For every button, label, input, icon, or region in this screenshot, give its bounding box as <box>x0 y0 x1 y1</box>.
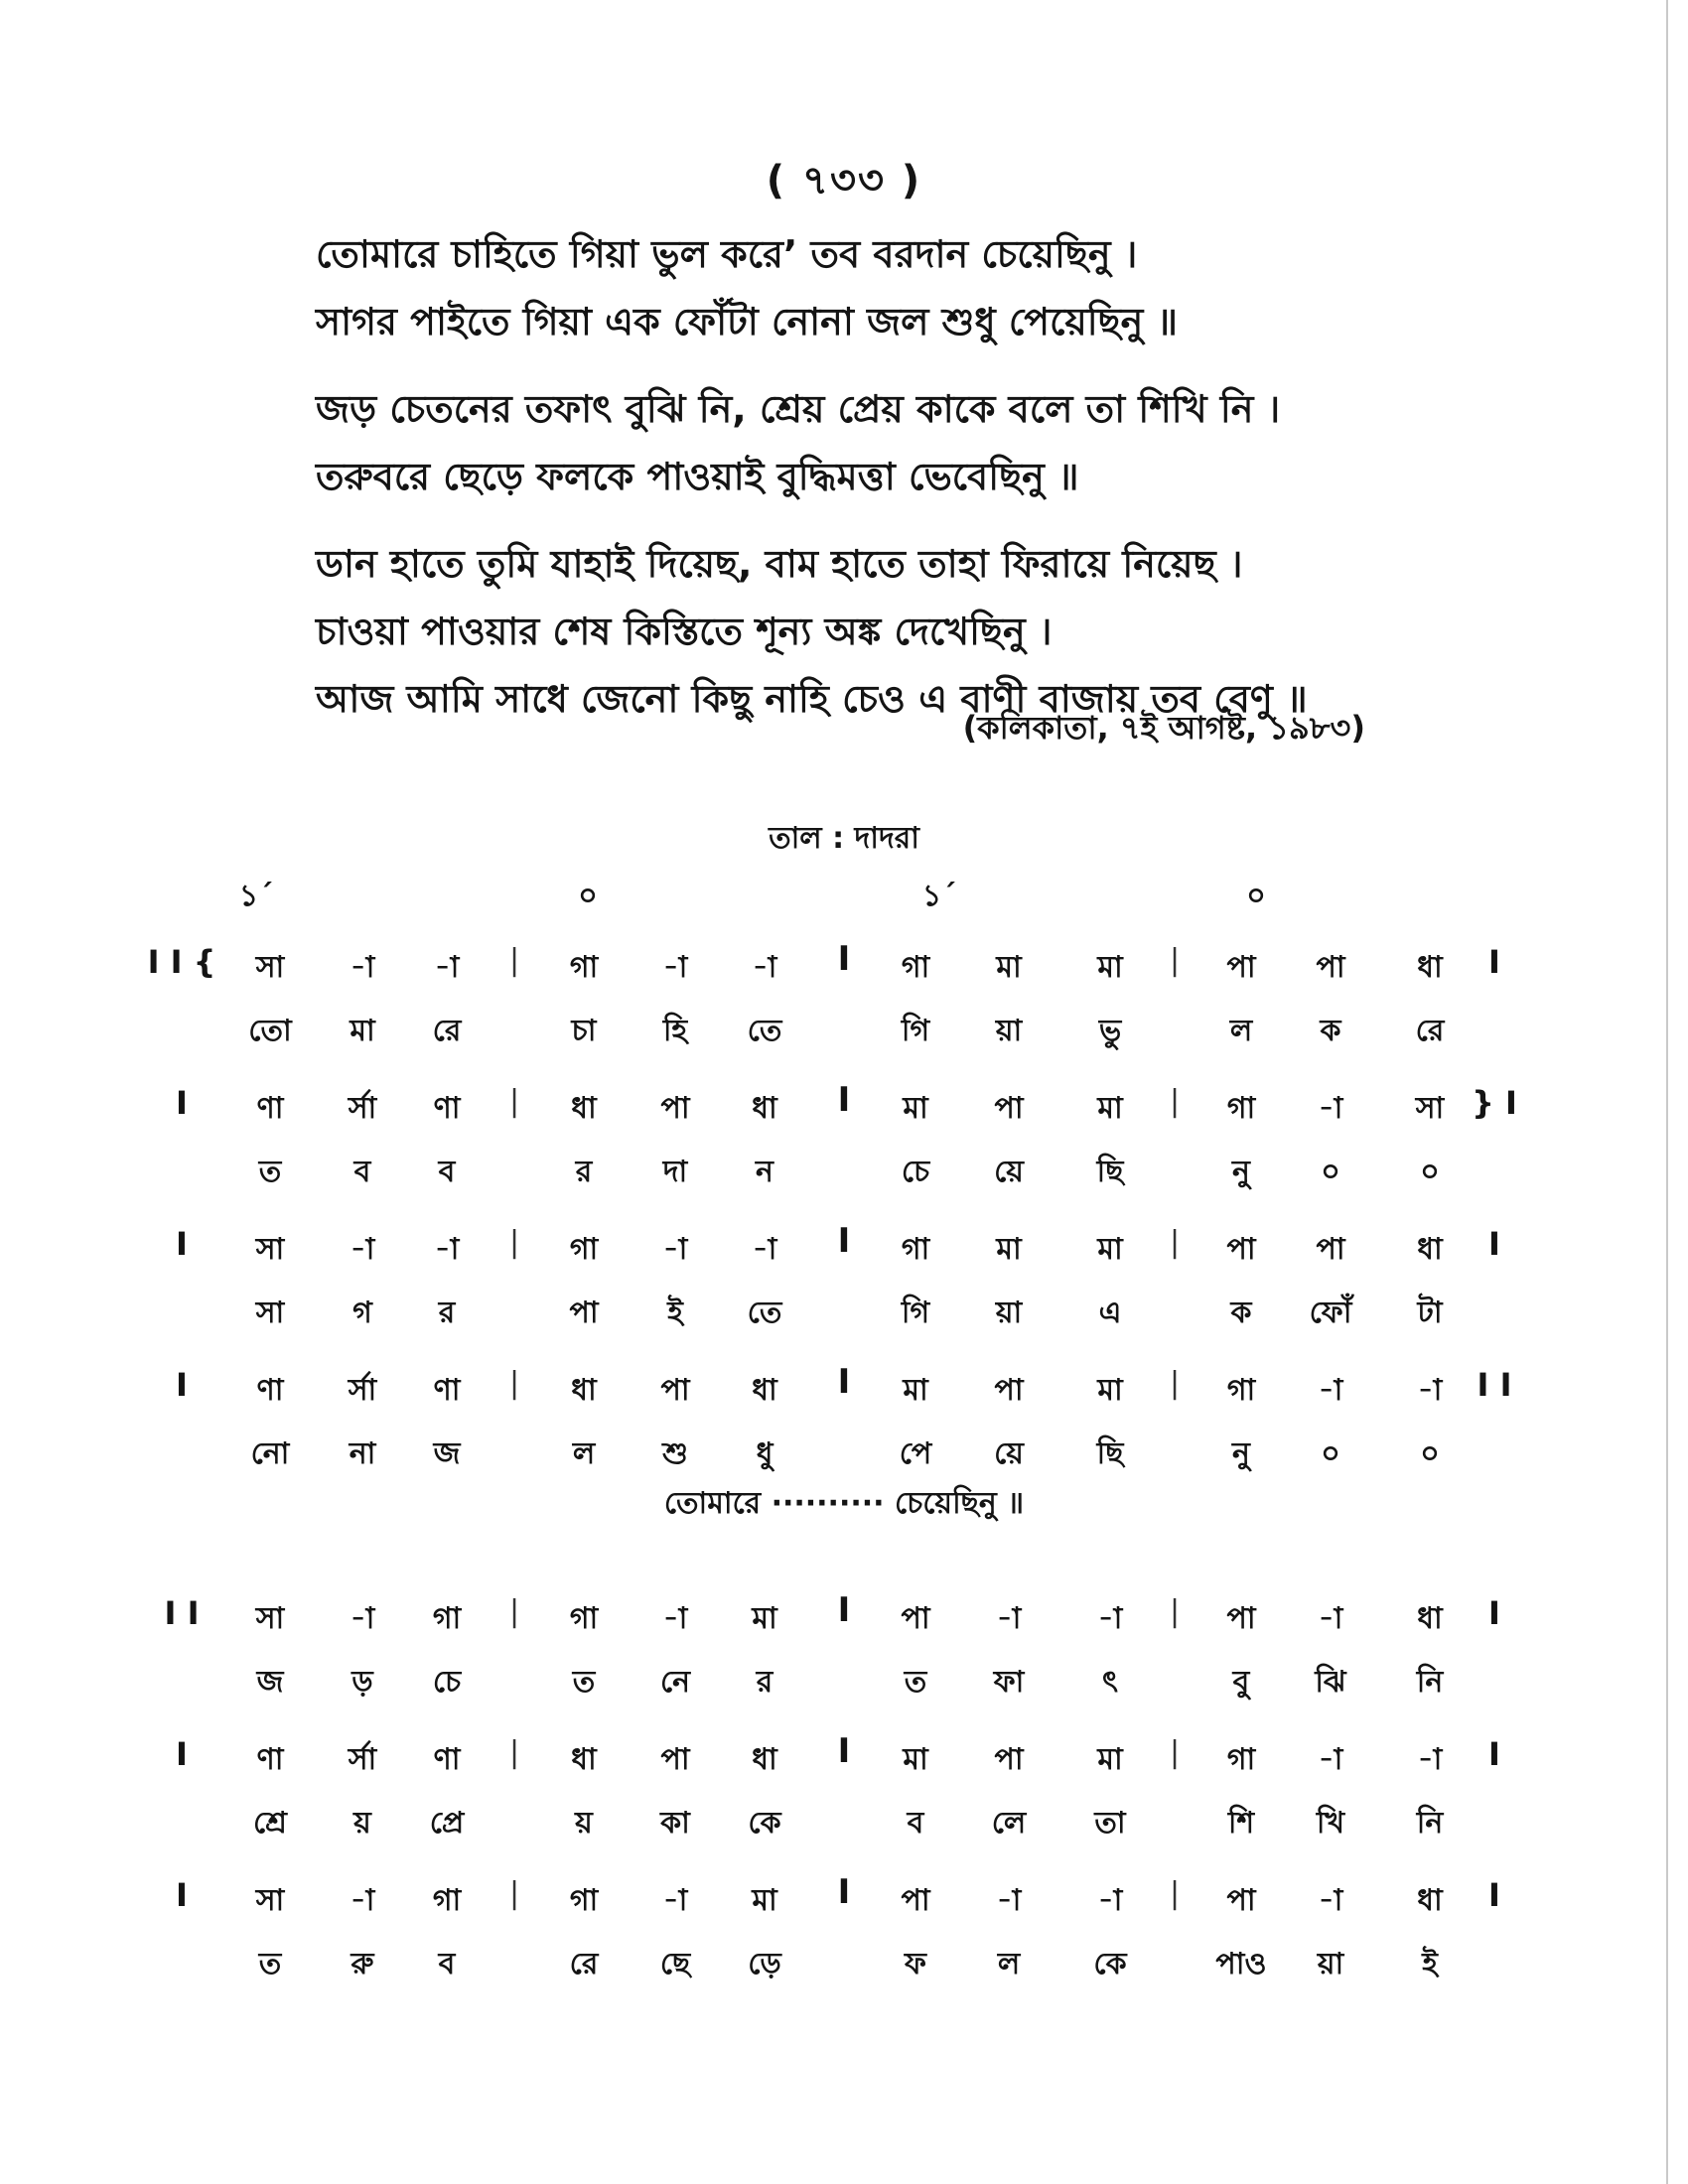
swara-note: -া <box>662 1601 688 1636</box>
lyric-syllable: য়া <box>995 1014 1023 1048</box>
swara-note: পা <box>660 1373 690 1408</box>
lyric-syllable: ০ <box>1420 1436 1440 1471</box>
lyric-syllable: রে <box>432 1014 462 1048</box>
lyric-syllable-row <box>0 1940 1688 1983</box>
notation-block <box>0 1590 1688 1735</box>
swara-note: পা <box>994 1742 1024 1777</box>
bar-marker-right: I <box>1488 1225 1500 1263</box>
swara-note: সা <box>255 1601 285 1636</box>
swara-note: পা <box>1316 950 1345 985</box>
lyric-syllable: ল <box>572 1436 596 1471</box>
lyric-syllable: ছি <box>1096 1155 1124 1189</box>
swara-note: -া <box>1318 1742 1343 1777</box>
swara-note: মা <box>1097 950 1123 985</box>
swara-note: সা <box>255 1232 285 1267</box>
notation-block <box>0 1731 1688 1876</box>
swara-note: র্সা <box>348 1373 377 1408</box>
lyric-syllable: ত <box>258 1155 282 1189</box>
swara-note: ধা <box>571 1373 597 1408</box>
swara-note: -া <box>752 1232 777 1267</box>
lyric-syllable: পে <box>899 1436 932 1471</box>
lyric-syllable: লে <box>991 1806 1027 1841</box>
swara-row <box>0 939 1688 987</box>
lyric-syllable: য় <box>353 1806 371 1841</box>
lyric-syllable: মা <box>350 1014 375 1048</box>
beat-marks <box>0 872 1688 921</box>
lyric-syllable: শি <box>1227 1806 1255 1841</box>
swara-note: ণা <box>433 1742 461 1777</box>
lyric-syllable: র <box>756 1665 774 1700</box>
stanza <box>316 375 1458 510</box>
lyric-syllable: ড় <box>352 1665 373 1700</box>
lyric-syllable: চে <box>432 1665 462 1700</box>
swara-note: গা <box>1226 1742 1256 1777</box>
lyric-syllable: ব <box>438 1155 456 1189</box>
major-bar: I <box>837 1872 851 1912</box>
swara-note: -া <box>350 950 375 985</box>
bar-marker-left: I <box>176 1366 188 1404</box>
minor-bar: | <box>1169 943 1181 978</box>
swara-note: -া <box>350 1883 375 1918</box>
lyric-syllable: তা <box>1094 1806 1126 1841</box>
swara-note: র্সা <box>348 1091 377 1126</box>
lyric-syllable: দা <box>662 1155 688 1189</box>
notation-block <box>0 1872 1688 2017</box>
swara-note: -া <box>1097 1601 1123 1636</box>
minor-bar: | <box>508 1084 520 1119</box>
lyric-syllable: ল <box>1229 1014 1253 1048</box>
minor-bar: | <box>1169 1225 1181 1260</box>
lyric-syllable: ন <box>756 1155 774 1189</box>
lyric-syllable: কে <box>1093 1947 1127 1981</box>
lyric-syllable: ব <box>438 1947 456 1981</box>
lyric-line: আজ আমি সাধে জেনো কিছু নাহি চেও এ বাণী বাজায় তব বেণু ॥ <box>316 677 1308 721</box>
minor-bar: | <box>1169 1366 1181 1401</box>
bar-marker-left: I <box>176 1876 188 1914</box>
lyric-syllable-row <box>0 1799 1688 1843</box>
swara-note: পা <box>660 1091 690 1126</box>
taal-heading: তাল : দাদরা <box>769 821 919 856</box>
lyric-syllable: তে <box>747 1014 782 1048</box>
swara-note: ণা <box>433 1091 461 1126</box>
minor-bar: | <box>1169 1594 1181 1629</box>
lyric-syllable: গি <box>901 1296 930 1330</box>
swara-note: -া <box>996 1601 1022 1636</box>
swara-note: মা <box>1097 1232 1123 1267</box>
swara-note: গা <box>569 950 599 985</box>
lyric-syllable: ফোঁ <box>1309 1296 1352 1330</box>
lyric-syllable: ফা <box>993 1665 1025 1700</box>
swara-note: পা <box>1226 1601 1256 1636</box>
swara-note: মা <box>1097 1091 1123 1126</box>
lyric-syllable-row <box>0 1148 1688 1191</box>
swara-row <box>0 1872 1688 1920</box>
lyric-syllable: ই <box>667 1296 683 1330</box>
lyric-syllable: ত <box>572 1665 596 1700</box>
lyric-syllable: চা <box>571 1014 597 1048</box>
lyric-syllable: কে <box>748 1806 781 1841</box>
lyric-syllable: ব <box>353 1155 371 1189</box>
stanza <box>316 220 1458 355</box>
minor-bar: | <box>508 1366 520 1401</box>
swara-note: -া <box>350 1601 375 1636</box>
lyric-syllable: গ <box>352 1296 372 1330</box>
swara-note: -া <box>1318 1373 1343 1408</box>
lyric-syllable: ০ <box>1420 1155 1440 1189</box>
swara-note: -া <box>434 1232 460 1267</box>
swara-note: পা <box>901 1883 930 1918</box>
swara-note: ধা <box>1417 1601 1443 1636</box>
lyric-syllable: গি <box>901 1014 930 1048</box>
lyric-syllable: ধু <box>756 1436 774 1471</box>
swara-note: পা <box>1226 1232 1256 1267</box>
swara-note: মা <box>903 1373 928 1408</box>
lyric-syllable: য়ে <box>994 1155 1024 1189</box>
bar-marker-left: I <box>176 1735 188 1773</box>
lyric-syllable: হি <box>662 1014 688 1048</box>
lyric-syllable: জ <box>256 1665 284 1700</box>
minor-bar: | <box>508 1876 520 1911</box>
bar-marker-right: I <box>1488 1594 1500 1632</box>
lyric-syllable: না <box>349 1436 376 1471</box>
lyric-syllable: ড়ে <box>748 1947 781 1981</box>
bar-marker-left: I I { <box>147 943 216 981</box>
swara-note: মা <box>752 1883 777 1918</box>
refrain-cue: তোমারে ·········· চেয়েছিনু ॥ <box>663 1486 1025 1521</box>
lyric-syllable: জ <box>433 1436 461 1471</box>
swara-note: সা <box>255 1883 285 1918</box>
swara-note: ণা <box>256 1742 284 1777</box>
lyric-syllable: ক <box>1320 1014 1341 1048</box>
swara-note: পা <box>1316 1232 1345 1267</box>
swara-note: -া <box>662 1883 688 1918</box>
swara-row <box>0 1080 1688 1128</box>
swara-note: মা <box>752 1601 777 1636</box>
lyric-line: চাওয়া পাওয়ার শেষ কিস্তিতে শূন্য অঙ্ক দেখেছিনু । <box>316 610 1053 653</box>
swara-note: ধা <box>1417 1232 1443 1267</box>
swara-note: ণা <box>433 1373 461 1408</box>
lyric-syllable: কা <box>660 1806 690 1841</box>
swara-note: -া <box>662 950 688 985</box>
lyric-syllable-row <box>0 1289 1688 1332</box>
lyric-syllable: নি <box>1416 1665 1444 1700</box>
minor-bar: | <box>508 1735 520 1770</box>
swara-row <box>0 1221 1688 1269</box>
lyric-syllable: রে <box>569 1947 599 1981</box>
swara-note: ধা <box>752 1373 777 1408</box>
swara-row <box>0 1362 1688 1410</box>
bar-marker-right: I <box>1488 1876 1500 1914</box>
major-bar: I <box>837 939 851 979</box>
lyric-syllable: র <box>438 1296 456 1330</box>
swara-note: গা <box>569 1232 599 1267</box>
swara-note: পা <box>994 1373 1024 1408</box>
lyric-syllable: ০ <box>1321 1155 1340 1189</box>
major-bar: I <box>837 1731 851 1771</box>
lyric-syllable: তো <box>248 1014 292 1048</box>
swara-note: গা <box>901 1232 930 1267</box>
beat-mark: ০ <box>578 879 598 913</box>
swara-note: গা <box>432 1883 462 1918</box>
swara-note: ধা <box>571 1742 597 1777</box>
swara-note: সা <box>1415 1091 1445 1126</box>
swara-note: গা <box>1226 1373 1256 1408</box>
swara-note: -া <box>1318 1091 1343 1126</box>
swara-note: -া <box>996 1883 1022 1918</box>
lyric-syllable: ৎ <box>1101 1665 1119 1700</box>
lyric-line: ডান হাতে তুমি যাহাই দিয়েছ, বাম হাতে তাহা ফিরায়ে নিয়েছ । <box>316 542 1243 586</box>
swara-note: -া <box>1417 1373 1443 1408</box>
bar-marker-right: I <box>1488 943 1500 981</box>
notation-block <box>0 1221 1688 1366</box>
swara-note: গা <box>569 1883 599 1918</box>
swara-note: মা <box>996 950 1022 985</box>
swara-note: ধা <box>1417 950 1443 985</box>
lyric-syllable: য়া <box>1317 1947 1344 1981</box>
swara-note: ণা <box>256 1373 284 1408</box>
minor-bar: | <box>1169 1084 1181 1119</box>
minor-bar: | <box>508 943 520 978</box>
lyric-syllable: ঝি <box>1315 1665 1346 1700</box>
swara-note: মা <box>1097 1373 1123 1408</box>
lyric-syllable: নু <box>1232 1155 1250 1189</box>
lyric-line: তোমারে চাহিতে গিয়া ভুল করে’ তব বরদান চেয়েছিনু । <box>316 232 1138 276</box>
swara-note: -া <box>752 950 777 985</box>
lyric-syllable: য় <box>575 1806 593 1841</box>
swara-note: পা <box>994 1091 1024 1126</box>
swara-note: মা <box>903 1091 928 1126</box>
swara-note: সা <box>255 950 285 985</box>
lyric-syllable: রে <box>1415 1014 1445 1048</box>
notation-block <box>0 939 1688 1084</box>
lyric-syllable: শু <box>662 1436 688 1471</box>
swara-note: পা <box>901 1601 930 1636</box>
lyric-syllable: টা <box>1417 1296 1443 1330</box>
lyric-syllable: পা <box>569 1296 599 1330</box>
lyric-syllable: চে <box>901 1155 930 1189</box>
lyric-syllable: ত <box>904 1665 927 1700</box>
lyric-syllable: নো <box>250 1436 290 1471</box>
beat-mark: ১´ <box>238 879 274 913</box>
lyric-syllable-row <box>0 1430 1688 1473</box>
lyric-line: তরুবরে ছেড়ে ফলকে পাওয়াই বুদ্ধিমত্তা ভেবেছিনু ॥ <box>316 455 1079 498</box>
swara-note: পা <box>1226 1883 1256 1918</box>
lyric-syllable: খি <box>1316 1806 1345 1841</box>
swara-note: গা <box>901 950 930 985</box>
swara-note: পা <box>1226 950 1256 985</box>
footnote-place-date: (কলিকাতা, ৭ই আগষ্ট, ১৯৮৩) <box>962 709 1365 747</box>
swara-note: -া <box>662 1232 688 1267</box>
lyric-syllable: তে <box>747 1296 782 1330</box>
swara-note: -া <box>350 1232 375 1267</box>
lyric-syllable-row <box>0 1658 1688 1702</box>
minor-bar: | <box>508 1225 520 1260</box>
lyric-syllable: ফ <box>905 1947 926 1981</box>
lyric-syllable: এ <box>1098 1296 1122 1330</box>
lyric-syllable: ই <box>1422 1947 1438 1981</box>
lyric-syllable: সা <box>255 1296 285 1330</box>
lyric-syllable: ব <box>907 1806 924 1841</box>
swara-note: -া <box>434 950 460 985</box>
minor-bar: | <box>1169 1735 1181 1770</box>
lyric-syllable: পাও <box>1215 1947 1267 1981</box>
swara-note: ণা <box>256 1091 284 1126</box>
swara-note: -া <box>1417 1742 1443 1777</box>
swara-note: গা <box>432 1601 462 1636</box>
swara-note: মা <box>903 1742 928 1777</box>
lyric-syllable: রু <box>351 1947 374 1981</box>
lyric-syllable: প্রে <box>429 1806 465 1841</box>
swara-note: গা <box>569 1601 599 1636</box>
lyric-syllable: বু <box>1232 1665 1250 1700</box>
minor-bar: | <box>1169 1876 1181 1911</box>
swara-note: পা <box>660 1742 690 1777</box>
lyric-syllable: নে <box>659 1665 691 1700</box>
lyric-syllable-row <box>0 1007 1688 1050</box>
swara-row <box>0 1590 1688 1638</box>
lyric-line: জড় চেতনের তফাৎ বুঝি নি, শ্রেয় প্রেয় কাকে বলে তা শিখি নি । <box>316 387 1281 431</box>
swara-note: -া <box>1318 1883 1343 1918</box>
major-bar: I <box>837 1362 851 1402</box>
lyric-syllable: নি <box>1416 1806 1444 1841</box>
lyric-syllable: ভু <box>1098 1014 1122 1048</box>
swara-note: ধা <box>752 1091 777 1126</box>
swara-note: ধা <box>752 1742 777 1777</box>
bar-marker-right: I I <box>1477 1366 1512 1404</box>
lyric-line: সাগর পাইতে গিয়া এক ফোঁটা নোনা জল শুধু পেয়েছিনু ॥ <box>316 300 1179 343</box>
minor-bar: | <box>508 1594 520 1629</box>
swara-row <box>0 1731 1688 1779</box>
swara-note: -া <box>1097 1883 1123 1918</box>
bar-marker-left: I I <box>164 1594 200 1632</box>
bar-marker-right: I <box>1488 1735 1500 1773</box>
lyrics <box>316 220 1458 752</box>
lyric-syllable: র <box>575 1155 593 1189</box>
swara-note: গা <box>1226 1091 1256 1126</box>
lyric-syllable: য়া <box>995 1296 1023 1330</box>
lyric-syllable: ক <box>1230 1296 1252 1330</box>
lyric-syllable: ছি <box>1096 1436 1124 1471</box>
swara-note: মা <box>996 1232 1022 1267</box>
page-number: ( ৭৩৩ ) <box>766 158 922 204</box>
bar-marker-right: } I <box>1472 1084 1517 1122</box>
lyric-syllable: ত <box>258 1947 282 1981</box>
swara-note: মা <box>1097 1742 1123 1777</box>
major-bar: I <box>837 1221 851 1261</box>
swara-note: ধা <box>571 1091 597 1126</box>
swara-note: -া <box>1318 1601 1343 1636</box>
beat-mark: ০ <box>1246 879 1266 913</box>
bar-marker-left: I <box>176 1225 188 1263</box>
swara-note: র্সা <box>348 1742 377 1777</box>
lyric-syllable: ০ <box>1321 1436 1340 1471</box>
major-bar: I <box>837 1080 851 1120</box>
notation-block <box>0 1080 1688 1225</box>
lyric-syllable: য়ে <box>994 1436 1024 1471</box>
bar-marker-left: I <box>176 1084 188 1122</box>
lyric-syllable: শ্রে <box>253 1806 287 1841</box>
lyric-syllable: ছে <box>659 1947 691 1981</box>
swara-note: ধা <box>1417 1883 1443 1918</box>
lyric-syllable: ল <box>997 1947 1021 1981</box>
major-bar: I <box>837 1590 851 1630</box>
lyric-syllable: নু <box>1232 1436 1250 1471</box>
beat-mark: ১´ <box>921 879 957 913</box>
